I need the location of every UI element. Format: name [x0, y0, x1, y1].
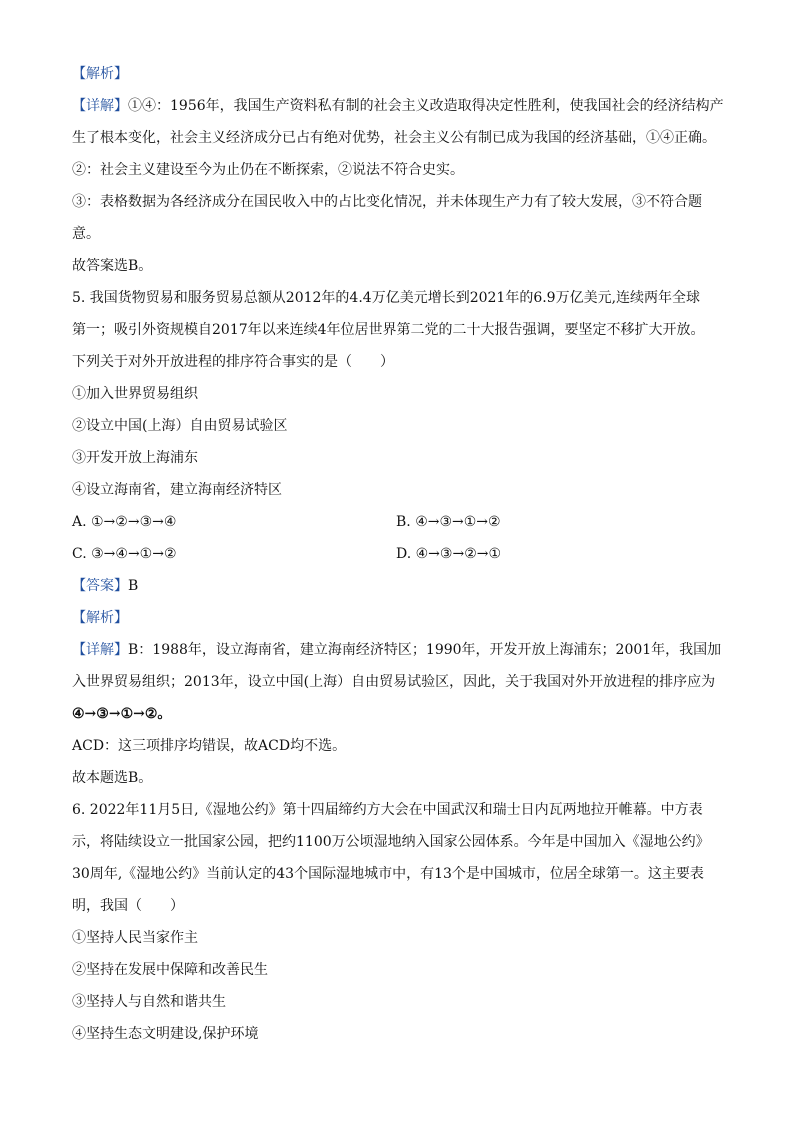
detail-line — [72, 96, 724, 116]
option-b: B. ④→③→①→② — [396, 514, 501, 530]
list-item: ④坚持生态文明建设,保护环境 — [72, 1026, 259, 1042]
detail-text: ①④：1956年，我国生产资料私有制的社会主义改造取得决定性胜利，使我国社会的经济结构产 — [128, 98, 724, 114]
analysis-heading: 【解析】 — [72, 66, 128, 82]
text-line: 故本题选B。 — [72, 770, 153, 786]
list-item: ③坚持人与自然和谐共生 — [72, 994, 226, 1010]
text-line: 第一；吸引外资规模自2017年以来连续4年位居世界第二党的二十大报告强调，要坚定不移扩大开放。 — [72, 322, 705, 338]
text-line: ④→③→①→②。 — [72, 706, 172, 722]
answer-tag: 【答案】 — [72, 578, 128, 594]
text-line: 生了根本变化，社会主义经济成分已占有绝对优势，社会主义公有制已成为我国的经济基础，①④正确。 — [72, 130, 716, 146]
text-line: 故答案选B。 — [72, 258, 153, 274]
text-line: ACD：这三项排序均错误，故ACD均不选。 — [72, 738, 347, 754]
text-line: 示，将陆续设立一批国家公园，把约1100万公顷湿地纳入国家公园体系。今年是中国加入《湿地公约》 — [72, 834, 710, 850]
answer-line — [72, 576, 138, 596]
analysis-heading: 【解析】 — [72, 610, 128, 626]
text-line: 明，我国（ ） — [72, 898, 184, 914]
list-item: ①加入世界贸易组织 — [72, 386, 198, 402]
list-item: ①坚持人民当家作主 — [72, 930, 198, 946]
text-line: 30周年,《湿地公约》当前认定的43个国际湿地城市中，有13个是中国城市，位居全球第一。这主要表 — [72, 866, 704, 882]
text-line: ③：表格数据为各经济成分在国民收入中的占比变化情况，并未体现生产力有了较大发展，③不符合题 — [72, 194, 702, 210]
list-item: ②设立中国(上海）自由贸易试验区 — [72, 418, 288, 434]
text-line: 意。 — [72, 226, 100, 242]
detail-text: B：1988年，设立海南省，建立海南经济特区；1990年，开发开放上海浦东；2001年，我国加 — [128, 642, 722, 658]
question-6-stem: 6. 2022年11月5日,《湿地公约》第十四届缔约方大会在中国武汉和瑞士日内瓦两地拉开帷幕。中方表 — [72, 802, 703, 818]
answer-value: B — [128, 578, 139, 594]
option-a: A. ①→②→③→④ — [72, 514, 177, 530]
option-c: C. ③→④→①→② — [72, 546, 177, 562]
detail-tag: 【详解】 — [72, 642, 128, 658]
detail-tag: 【详解】 — [72, 98, 128, 114]
list-item: ④设立海南省，建立海南经济特区 — [72, 482, 282, 498]
list-item: ③开发开放上海浦东 — [72, 450, 198, 466]
detail-line — [72, 640, 721, 660]
text-line: 入世界贸易组织；2013年，设立中国(上海）自由贸易试验区，因此，关于我国对外开放进程的排序应为 — [72, 674, 716, 690]
option-d: D. ④→③→②→① — [396, 546, 502, 562]
list-item: ②坚持在发展中保障和改善民生 — [72, 962, 268, 978]
text-line: 下列关于对外开放进程的排序符合事实的是（ ） — [72, 354, 394, 370]
text-line: ②：社会主义建设至今为止仍在不断探索，②说法不符合史实。 — [72, 162, 464, 178]
question-5-stem: 5. 我国货物贸易和服务贸易总额从2012年的4.4万亿美元增长到2021年的6.9万亿美元,连续两年全球 — [72, 290, 701, 306]
